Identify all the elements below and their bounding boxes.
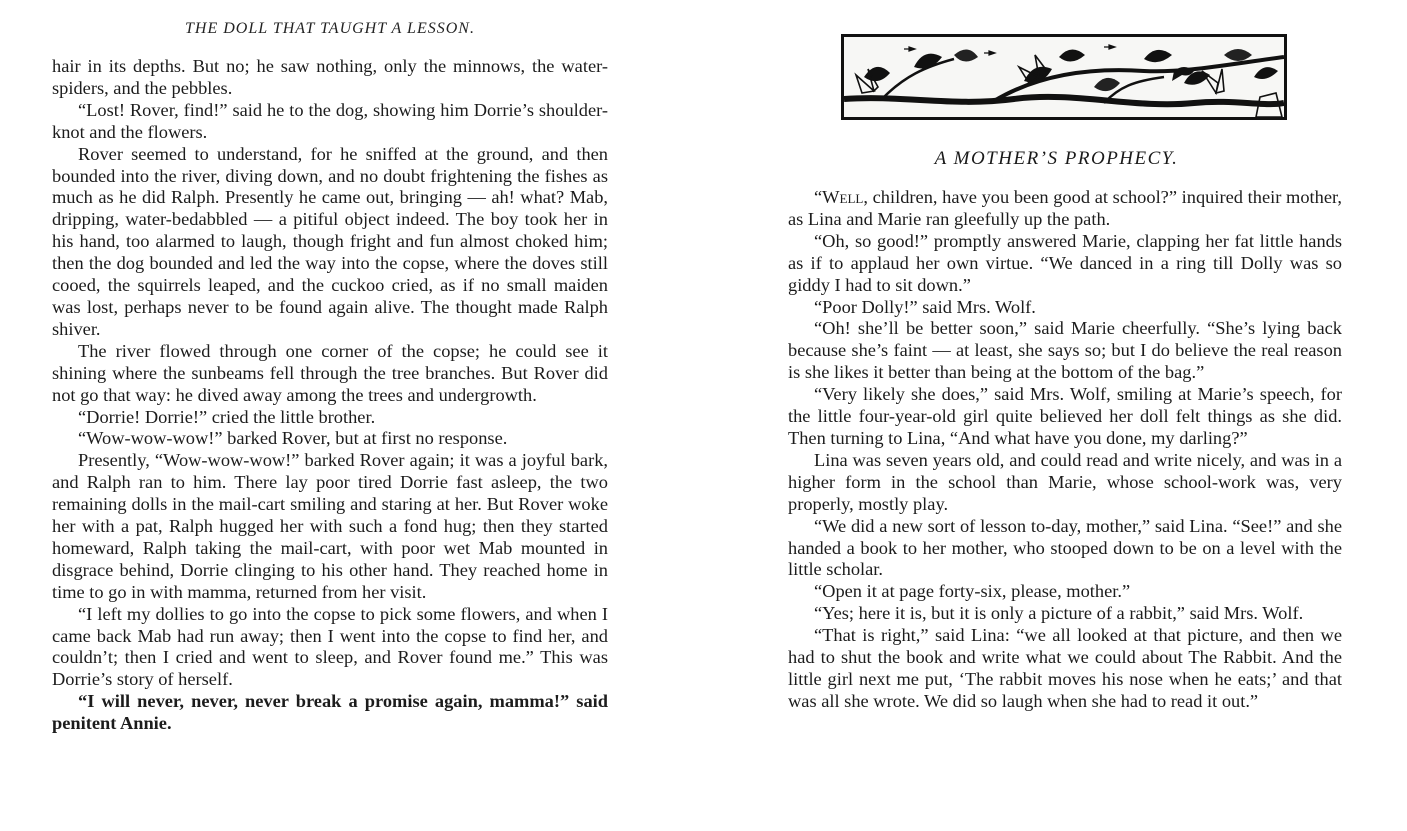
left-page-text [52,56,608,735]
opening-paragraph-rest: children, have you been good at school?” inquired their mother, as Lina and Marie ran gleefully up the path. [788,187,1342,229]
paragraph: Lina was seven years old, and could read and write nicely, and was in a higher form in the school than Marie, whose school-work was, very properly, mostly play. [788,449,1342,514]
paragraph: “Open it at page forty-six, please, mother.” [814,581,1131,602]
paragraph: “That is right,” said Lina: “we all looked at that picture, and then we had to shut the book and write what we could about The Rabbit. And the little girl next me put, ‘The rabbit moves his nose when he eats;’ and that was all she wrote. We did so laugh when she had to read it out.” [788,625,1342,711]
paragraph: “I will never, never, never break a promise again, mamma!” said penitent Annie. [52,691,608,734]
paragraph: “Oh! she’ll be better soon,” said Marie cheerfully. “She’s lying back because she’s faint — at least, she says so; but I do believe the real reason is she likes it better than being at the bottom of the bag.” [788,318,1342,383]
floral-vine-headpiece-icon [841,34,1287,120]
running-head: THE DOLL THAT TAUGHT A LESSON. [185,20,475,37]
paragraph: “Poor Dolly!” said Mrs. Wolf. [814,296,1036,317]
paragraph: The river flowed through one corner of the copse; he could see it shining where the sunbeams fell through the tree branches. But Rover did not go that way: he dived away among the trees and undergrowth. [52,340,608,405]
paragraph: “Yes; here it is, but it is only a picture of a rabbit,” said Mrs. Wolf. [814,603,1304,624]
right-page [712,0,1407,831]
opening-paragraph: “Well, children, have you been good at school?” inquired their mother, as Lina and Marie ran gleefully up the path. [788,187,1342,229]
opening-word: Well, [822,187,868,207]
paragraph: Presently, “Wow-wow-wow!” barked Rover again; it was a joyful bark, and Ralph ran to him. There lay poor tired Dorrie fast asleep, the two remaining dolls in the mail-cart smiling and staring at her. But Rover woke her with a pat, Ralph hugged her with such a fond hug; then they started homeward, Ralph taking the mail-cart, with poor wet Mab mounted in disgrace behind, Dorrie clinging to his other hand. They reached home in time to go in with mamma, returned from her visit. [52,450,608,602]
paragraph: “We did a new sort of lesson to-day, mother,” said Lina. “See!” and she handed a book to her mother, who stooped down to be on a level with the little scholar. [788,515,1342,580]
chapter-title [712,148,1407,170]
paragraph: “Very likely she does,” said Mrs. Wolf, smiling at Marie’s speech, for the little four-year-old girl quite believed her doll felt things as she did. Then turning to Lina, “And what have you done, my darling?” [788,384,1342,448]
chapter-title-text: A MOTHER’S PROPHECY. [934,148,1179,169]
left-page [0,0,700,831]
paragraph: “Oh, so good!” promptly answered Marie, clapping her fat little hands as if to applaud her own virtue. “We danced in a ring till Dolly was so giddy I had to sit down.” [788,230,1342,295]
floral-vine-illustration [844,37,1284,117]
paragraph: hair in its depths. But no; he saw nothing, only the minnows, the water-spiders, and the pebbles. [52,56,608,98]
paragraph: Rover seemed to understand, for he sniffed at the ground, and then bounded into the river, diving down, and no doubt frightening the fishes as much as he did Ralph. Presently he came out, bringing — ah! what? Mab, dripping, water-bedabbled — a pitiful object indeed. The boy took her in his hand, too alarmed to laugh, though fright and fun almost choked him; then the dog bounded and led the way into the copse, where the doves still cooed, the squirrels leaped, and the cuckoo cried, as if no small maiden was lost, perhaps never to be found again alive. The thought made Ralph shiver. [52,143,608,339]
right-page-text [788,187,1342,713]
paragraph: “Wow-wow-wow!” barked Rover, but at first no response. [78,428,508,449]
paragraph: “I left my dollies to go into the copse to pick some flowers, and when I came back Mab had run away; then I went into the copse to find her, and couldn’t; then I cried and went to sleep, and Rover found me.” This was Dorrie’s story of herself. [52,603,608,690]
paragraph: “Dorrie! Dorrie!” cried the little brother. [78,406,376,427]
paragraph: “Lost! Rover, find!” said he to the dog, showing him Dorrie’s shoulder-knot and the flowers. [52,99,608,142]
